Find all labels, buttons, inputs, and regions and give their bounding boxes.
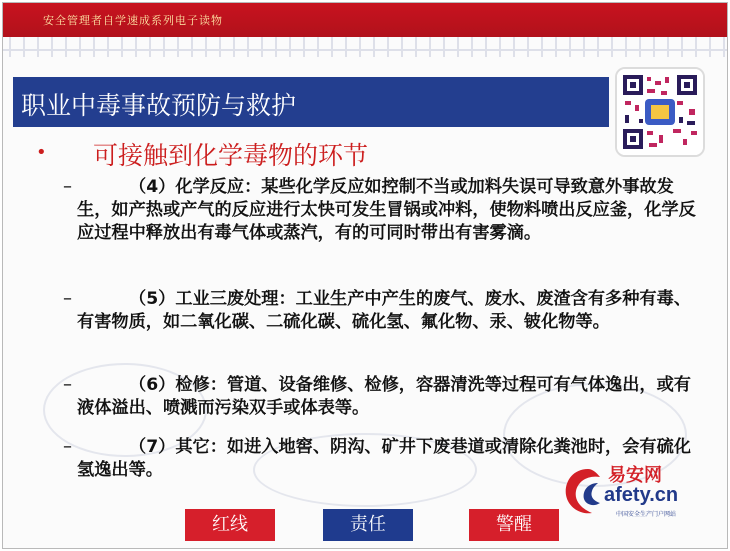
responsibility-button[interactable]: 责任 bbox=[323, 509, 413, 541]
site-logo bbox=[558, 461, 718, 521]
heading-bullet: • bbox=[36, 142, 47, 163]
list-item bbox=[63, 374, 707, 420]
dash-bullet: – bbox=[63, 176, 72, 197]
top-banner bbox=[3, 3, 727, 37]
series-title: 安全管理者自学速成系列电子读物 bbox=[43, 14, 223, 27]
red-line-button[interactable]: 红线 bbox=[185, 509, 275, 541]
list-item bbox=[63, 176, 707, 245]
slide bbox=[2, 2, 728, 549]
section-heading: 可接触到化学毒物的环节 bbox=[93, 142, 369, 170]
logo-text-en: afety.cn bbox=[604, 484, 679, 506]
list-item-text: （5）工业三废处理：工业生产中产生的废气、废水、废渣含有多种有毒、有害物质，如二氧化碳、二硫化碳、硫化氢、氟化物、汞、铍化物等。 bbox=[77, 289, 691, 332]
list-item bbox=[63, 288, 707, 334]
list-item-text: （7）其它：如进入地窖、阴沟、矿井下废巷道或清除化粪池时，会有硫化氢逸出等。 bbox=[77, 437, 691, 480]
dash-bullet: – bbox=[63, 288, 72, 309]
alert-button[interactable]: 警醒 bbox=[469, 509, 559, 541]
dash-bullet: – bbox=[63, 374, 72, 395]
dash-bullet: – bbox=[63, 436, 72, 457]
list-item-text: （6）检修：管道、设备维修、检修，容器清洗等过程可有气体逸出，或有液体溢出、喷溅而污染双手或体表等。 bbox=[77, 375, 691, 418]
qr-code-icon bbox=[615, 67, 705, 157]
decorative-pattern bbox=[3, 37, 727, 57]
logo-text-cn: 易安网 bbox=[608, 465, 662, 486]
slide-title: 职业中毒事故预防与救护 bbox=[21, 92, 297, 120]
logo-subtitle: 中国安全生产门户网站 bbox=[616, 511, 677, 518]
title-bar bbox=[13, 77, 609, 127]
list-item-text: （4）化学反应：某些化学反应如控制不当或加料失误可导致意外事故发生，如产热或产气的反应进行太快可发生冒锅或冲料，使物料喷出反应釜，化学反应过程中释放出有毒气体或蒸汽，有的可同时带出有害雾滴。 bbox=[77, 177, 696, 243]
